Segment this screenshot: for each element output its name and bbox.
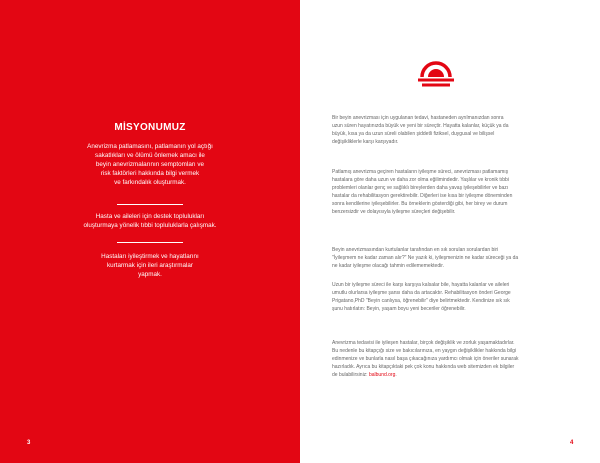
text-line: edinmenize ve bunlarla nasıl başa çıkacağınıza yardımcı olmak için öneriler sunarak [332, 356, 519, 363]
mission-line: beyin anevrizmalarının semptomları ve [95, 160, 205, 168]
text-line: Beyin anevrizmasından kurtulanlar tarafından en sık sorulan sorulardan biri [332, 247, 499, 253]
divider [117, 242, 183, 243]
text-line: sonra kendilerine iyileşebilirler. Bu örneklerin gösterdiği gibi, her birey ve durum [332, 201, 508, 208]
text-line: benzersizdir ve dolayısıyla iyileşme süreçleri değişebilir. [332, 209, 456, 216]
text-line: problemleri olanlar genç ve sağlıklı bireylerden daha yavaş iyileşebilirler ve bazı [332, 185, 509, 192]
text-line: hazırladık. Ayrıca bu kitapçıktaki pek çok konu hakkında web sitemizden ek bilgiler [332, 364, 515, 371]
mission-line: Anevrizma patlamasını, patlamanın yol açtığı [87, 143, 213, 150]
mission-line: yapmak. [138, 270, 162, 278]
right-page [300, 0, 600, 463]
text-line: Patlamış anevrizma geçiren hastaların iyileşme süreci, anevrizması patlamamış [332, 169, 509, 175]
text-line: de bulabilirsiniz: [332, 372, 368, 379]
mission-line: Hasta ve aileleri için destek toplulukları [95, 213, 205, 220]
mission-line: oluşturmaya yönelik tıbbi topluluklarla çalışmak. [83, 221, 217, 229]
text-line: umutlu olurlarsa iyileşme şansı daha da artacaktır. Rehabilitasyon önderi George [332, 290, 511, 297]
paragraph-3 [332, 246, 572, 270]
paragraph-2 [332, 168, 572, 217]
website-link[interactable]: balbund.org [368, 372, 396, 379]
text-line: "İyileşmem ne kadar zaman alır?" Ne yazık ki, iyileşmenizin ne kadar süreceği ya da [332, 255, 519, 262]
mission-line: ve farkındalık oluşturmak. [114, 178, 186, 186]
page-number-left: 3 [27, 440, 31, 446]
sunrise-logo-icon [417, 56, 455, 88]
mission-block-3 [40, 253, 260, 280]
text-line: uzun süren hayatınızda büyük ve yeni bir süreçtir. Hayatta kalanlar, küçük ya da [332, 123, 509, 130]
mission-line: kurtarmak için ileri araştırmalar [106, 261, 194, 269]
paragraph-1 [332, 114, 572, 146]
mission-line: risk faktörleri hakkında bilgi vermek [100, 169, 200, 177]
text-line: hastalara göre daha uzun ve daha zor olma eğilimindedir. Yaşlılar ve kronik tıbbi [332, 177, 509, 184]
mission-block-2 [40, 213, 260, 231]
page-number-right: 4 [570, 440, 574, 446]
mission-line: Hastaları iyileştirmek ve hayatlarını [101, 253, 199, 260]
text-line: Bir beyin anevrizması için uygulanan tedavi, hastaneden ayrılmanızdan sonra [332, 115, 504, 121]
text-line: Anevrizma tedavisi ile iyileşen hastalar, birçok değişiklik ve zorluk yaşamaktadırlar. [332, 340, 515, 346]
text-line: Bu nedenle bu kitapçığı size ve bakıcılarınıza, en yaygın değişiklikler hakkında bilgi [332, 348, 516, 355]
text-line: Uzun bir iyileşme süreci ile karşı karşıya kalsalar bile, hayatta kalanlar ve aileleri [332, 282, 510, 288]
text-line: büyük, kısa ya da uzun süreli olabilen şiddetli fiziksel, duygusal ve bilişsel [332, 131, 495, 138]
text-line: şunu hatırlatın: Beyin, yaşam boyu yeni beceriler öğrenebilir. [332, 306, 466, 313]
text-line: hastalar da rehabilitasyon gerektirebilir. Diğerleri ise kısa bir iyileşme döneminden [332, 193, 513, 200]
mission-block-1 [40, 143, 260, 188]
paragraph-5 [332, 339, 572, 379]
text-line: ne kadar iyileşme olacağı tahmin edilememektedir. [332, 263, 444, 270]
link-suffix: . [395, 372, 397, 379]
mission-title: MİSYONUMUZ [114, 122, 186, 133]
text-line: değişikliklerle karşı karşıyadır. [332, 139, 399, 146]
text-line: Prigatano,PhD "Beyin canlıysa, öğrenebilir" diye belirtmektedir. Kendinize sık sık [332, 298, 510, 305]
divider [117, 204, 183, 205]
mission-line: sakatlıkları ve ölümü önlemek amacı ile [95, 151, 205, 159]
text-line-with-link [332, 371, 572, 379]
paragraph-4 [332, 281, 572, 313]
